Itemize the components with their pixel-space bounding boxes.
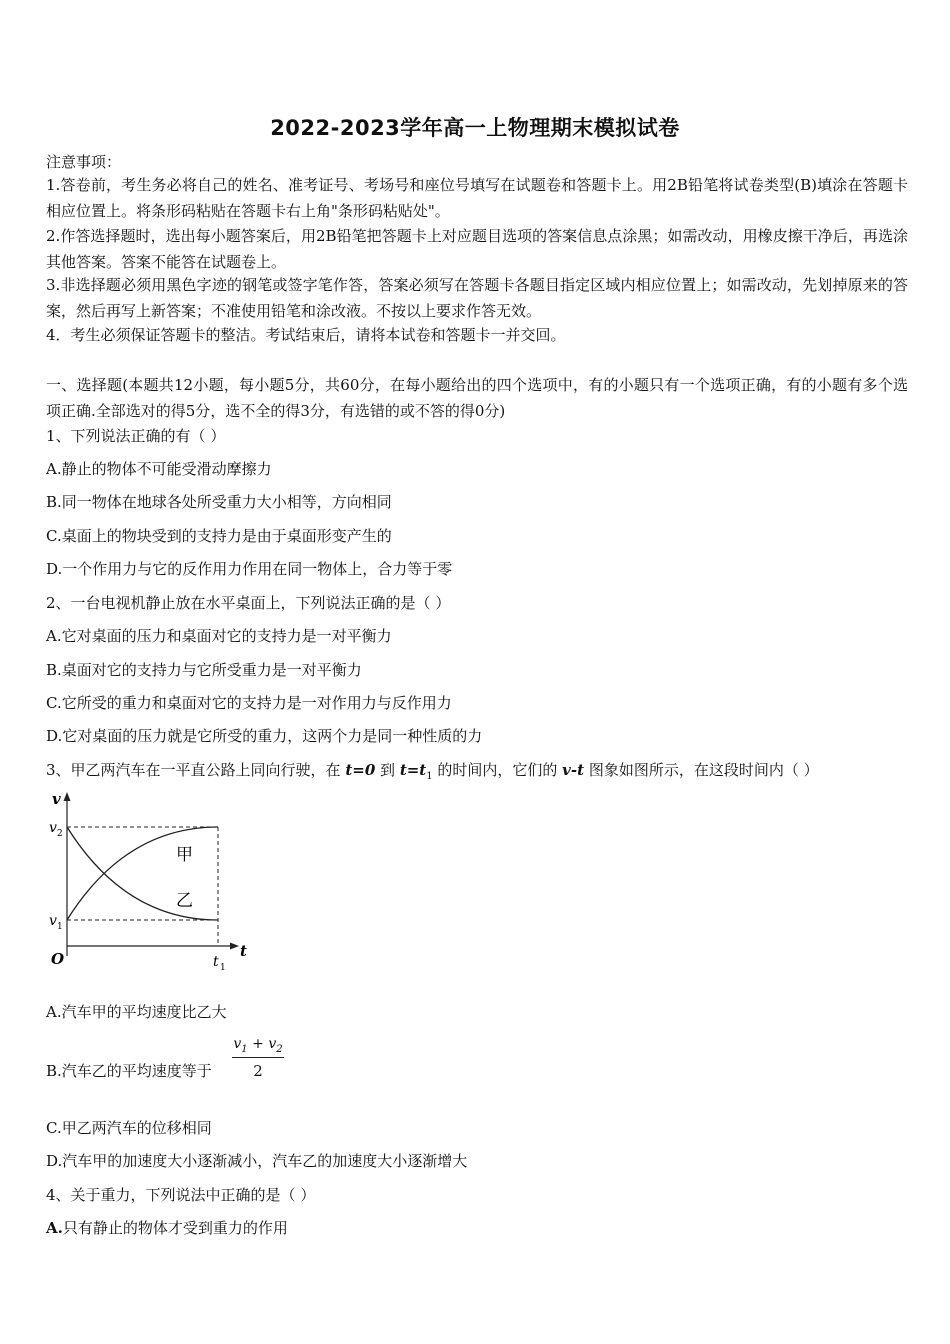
curve-yi (67, 827, 218, 920)
question-2-option-c: C.它所受的重力和桌面对它的支持力是一对作用力与反作用力 (46, 694, 452, 712)
t1-label-sub: 1 (220, 963, 226, 973)
notice-item-1: 1.答卷前，考生务必将自己的姓名、准考证号、考场号和座位号填写在试题卷和答题卡上。用2B铅笔将试卷类型(B)填涂在答题卡相应位置上。将条形码粘贴在答题卡右上角"条形码粘贴处"。 (46, 176, 908, 220)
question-3-stem: 3、甲乙两汽车在一平直公路上同向行驶，在 t=0 到 $t=t_1$ 的时间内，它们的 v-t 图象如图所示，在这段时间内（ ） (46, 761, 819, 782)
question-3-option-d: D.汽车甲的加速度大小逐渐减小，汽车乙的加速度大小逐渐增大 (46, 1152, 468, 1170)
question-1-option-d: D.一个作用力与它的反作用力作用在同一物体上，合力等于零 (46, 560, 453, 578)
question-3-option-a: A.汽车甲的平均速度比乙大 (46, 1003, 227, 1021)
curve-jia-label: 甲 (176, 845, 193, 865)
y-axis-label: v (52, 790, 61, 808)
v2-label-sub: 2 (57, 829, 63, 839)
curve-jia (67, 827, 218, 920)
v1-label: v (49, 913, 57, 929)
t1-label: t (213, 954, 219, 970)
question-3-option-b: B.汽车乙的平均速度等于 (46, 1062, 212, 1080)
question-1-option-c: C.桌面上的物块受到的支持力是由于桌面形变产生的 (46, 527, 392, 545)
question-2-stem: 2、一台电视机静止放在水平桌面上，下列说法正确的是（ ） (46, 594, 451, 612)
question-1-option-b: B.同一物体在地球各处所受重力大小相等，方向相同 (46, 493, 392, 511)
question-2-option-d: D.它对桌面的压力就是它所受的重力，这两个力是同一种性质的力 (46, 727, 483, 745)
x-axis-arrow (230, 943, 239, 950)
question-4-option-a: A.只有静止的物体才受到重力的作用 (46, 1219, 288, 1237)
average-velocity-fraction (232, 1036, 284, 1080)
v2-label: v (49, 820, 57, 836)
question-1-option-a: A.静止的物体不可能受滑动摩擦力 (46, 460, 272, 478)
x-axis-label: t (240, 942, 247, 960)
question-2-option-b: B.桌面对它的支持力与它所受重力是一对平衡力 (46, 661, 362, 679)
curve-yi-label: 乙 (176, 891, 193, 911)
notice-heading: 注意事项： (46, 153, 122, 171)
question-3-option-c: C.甲乙两汽车的位移相同 (46, 1119, 212, 1137)
y-axis-arrow (64, 792, 71, 801)
fraction-denominator: 2 (253, 1061, 263, 1080)
v1-label-sub: 1 (57, 922, 63, 932)
notice-item-4: 4．考生必须保证答题卡的整洁。考试结束后，请将本试卷和答题卡一并交回。 (46, 326, 566, 344)
question-1-stem: 1、下列说法正确的有（ ） (46, 427, 226, 445)
section-heading: 一、选择题(本题共12小题，每小题5分，共60分，在每小题给出的四个选项中，有的小题只有一个选项正确，有的小题有多个选项正确.全部选对的得5分，选不全的得3分，有选错的或不答的得0分) (46, 376, 908, 420)
notice-item-3: 3.非选择题必须用黑色字迹的钢笔或签字笔作答，答案必须写在答题卡各题目指定区域内相应位置上；如需改动，先划掉原来的答案，然后再写上新答案；不准使用铅笔和涂改液。不按以上要求作答无效。 (46, 276, 908, 320)
fraction-numerator: $v_1 + v_2$ (232, 1036, 284, 1058)
vt-graph (40, 786, 260, 976)
page-title: 2022-2023学年高一上物理期末模拟试卷 (270, 116, 680, 140)
notice-item-2: 2.作答选择题时，选出每小题答案后，用2B铅笔把答题卡上对应题目选项的答案信息点涂黑；如需改动，用橡皮擦干净后，再选涂其他答案。答案不能答在试题卷上。 (46, 227, 908, 271)
question-4-stem: 4、关于重力，下列说法中正确的是（ ） (46, 1186, 316, 1204)
origin-label: O (51, 950, 65, 968)
question-2-option-a: A.它对桌面的压力和桌面对它的支持力是一对平衡力 (46, 627, 392, 645)
